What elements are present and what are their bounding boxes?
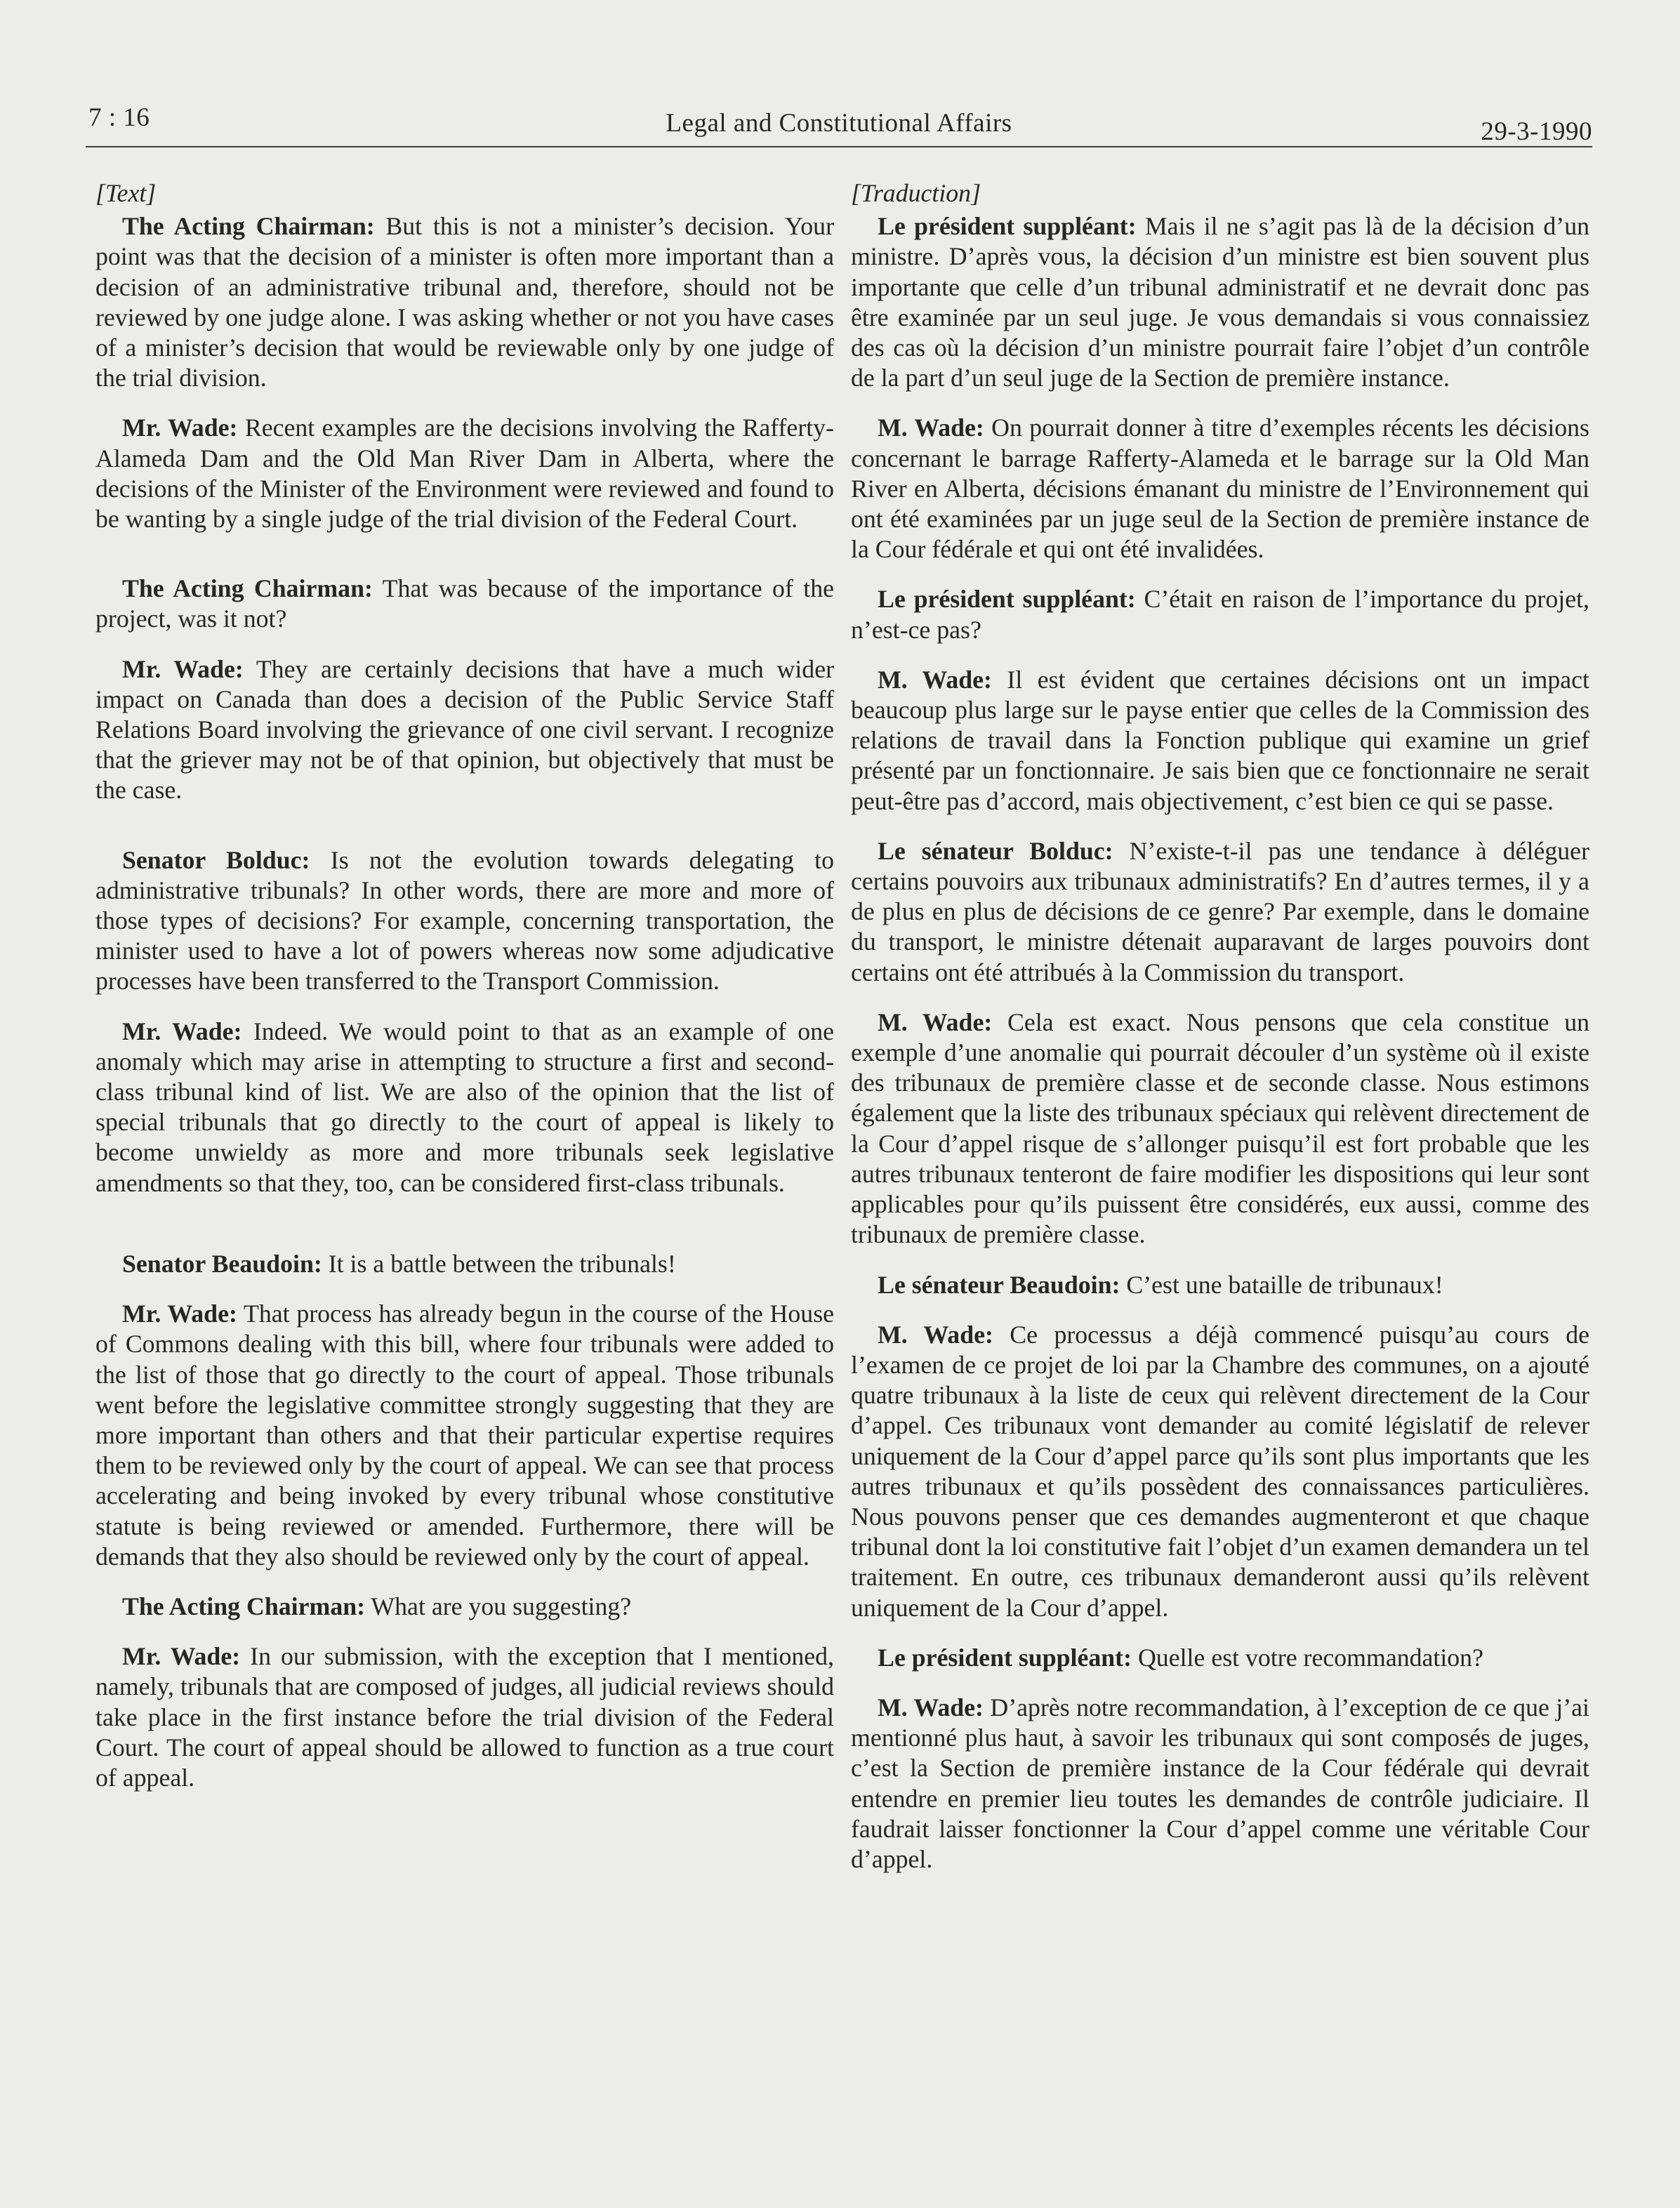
english-paragraph — [95, 1249, 834, 1279]
english-paragraph — [95, 211, 834, 393]
english-paragraph — [95, 574, 834, 634]
french-paragraph — [851, 836, 1589, 988]
speaker-name: Le sénateur Bolduc: — [878, 836, 1113, 865]
english-paragraph — [95, 1592, 834, 1622]
speech-text: Il est évident que certaines décisions ont un impact beaucoup plus large sur le payse entier que celles de la Commission des relations de travail dans la Fonction publique qui examine un grief présenté par un fonctionnaire. Je sais bien que ce fonctionnaire ne serait peut-être pas d’accord, mais objectivement, c’est bien ce qui se passe. — [851, 665, 1589, 815]
speaker-name: Mr. Wade: — [122, 414, 238, 442]
speaker-name: The Acting Chairman: — [122, 1592, 366, 1620]
english-section-label: [Text] — [95, 179, 157, 207]
speech-text: Is not the evolution towards delegating to administrative tribunals? In other words, there are more and more of those types of decisions? For example, concerning transportation, the minister used to have a lot of powers whereas now some adjudicative processes have been transferred to the Transport Commission. — [95, 845, 834, 996]
speaker-name: M. Wade: — [878, 665, 992, 694]
speaker-name: Le président suppléant: — [878, 585, 1136, 614]
speaker-name: Mr. Wade: — [122, 1017, 242, 1045]
speaker-name: Le président suppléant: — [878, 212, 1137, 241]
speaker-name: M. Wade: — [878, 414, 984, 442]
french-paragraph — [851, 665, 1589, 817]
speaker-name: The Acting Chairman: — [122, 212, 375, 241]
speech-text: Mais il ne s’agit pas là de la décision d’un ministre. D’après vous, la décision d’un ministre est bien souvent plus importante que celle d’un tribunal administratif et ne devrait donc pas être examinée par un seul juge. Je vous demandais si vous connaissiez des cas où la décision d’un ministre pourrait faire l’objet d’un contrôle de la part d’un seul juge de la Section de première instance. — [851, 212, 1589, 392]
speaker-name: M. Wade: — [878, 1320, 993, 1349]
speaker-name: Mr. Wade: — [122, 1642, 241, 1671]
english-paragraph — [95, 654, 834, 806]
speaker-name: Mr. Wade: — [122, 654, 244, 683]
speech-text: C’est une bataille de tribunaux! — [1120, 1270, 1443, 1299]
french-section-label: [Traduction] — [851, 179, 981, 207]
french-paragraph — [851, 1007, 1589, 1250]
running-title: Legal and Constitutional Affairs — [666, 109, 1012, 138]
speech-text: Quelle est votre recommandation? — [1132, 1643, 1483, 1672]
speaker-name: M. Wade: — [878, 1007, 993, 1036]
english-column — [95, 178, 834, 1813]
french-paragraph — [851, 1693, 1589, 1875]
speech-text: C’était en raison de l’importance du projet, n’est-ce pas? — [851, 585, 1589, 644]
speech-text: That was because of the importance of the project, was it not? — [95, 574, 834, 633]
speaker-name: Senator Beaudoin: — [122, 1249, 322, 1278]
english-paragraph — [95, 1299, 834, 1572]
french-paragraph — [851, 1320, 1589, 1623]
speaker-name: Senator Bolduc: — [122, 845, 310, 874]
speaker-name: Mr. Wade: — [122, 1300, 237, 1328]
speech-text: What are you suggesting? — [365, 1592, 632, 1620]
speech-text: In our submission, with the exception that I mentioned, namely, tribunals that are composed of judges, all judicial reviews should take place in the first instance before the trial division of the Federal Court. The court of appeal should be allowed to function as a true court of appeal. — [95, 1642, 835, 1792]
speech-text: That process has already begun in the course of the House of Commons dealing with this bill, where four tribunals were added to the list of those that go directly to the court of appeal. Those tribunals went before the legislative committee strongly suggesting that they are more important than others and that their particular expertise requires them to be reviewed only by the court of appeal. We can see that process accelerating and being invoked by every tribunal whose constitutive statute is being reviewed or amended. Furthermore, there will be demands that they also should be reviewed only by the court of appeal. — [95, 1300, 835, 1571]
french-paragraph — [851, 211, 1589, 393]
speaker-name: The Acting Chairman: — [122, 574, 373, 603]
speech-text: Indeed. We would point to that as an example of one anomaly which may arise in attempting to structure a first and second-class tribunal kind of list. We are also of the opinion that the list of special tribunals that go directly to the court of appeal is likely to become unwieldy as more and more tribunals seek legislative amendments so that they, too, can be considered first-class tribunals. — [95, 1017, 834, 1197]
english-paragraph — [95, 845, 834, 997]
english-paragraph — [95, 1017, 834, 1198]
french-paragraph — [851, 1270, 1589, 1300]
page-number: 7 : 16 — [88, 103, 150, 132]
speech-text: Ce processus a déjà commencé puisqu’au cours de l’examen de ce projet de loi par la Chambre des communes, on a ajouté quatre tribunaux à la liste de ceux qui relèvent directement de la Cour d’appel. Ces tribunaux vont demander au comité législatif de relever uniquement de la Cour d’appel parce qu’ils sont plus importants que les autres tribunaux et qu’ils possèdent des connaissances particulières. Nous pouvons penser que ces demandes augmenteront et que chaque tribunal dont la loi constitutive fait l’objet d’un examen demandera un tel traitement. En outre, ces tribunaux demanderont aussi qu’ils relèvent uniquement de la Cour d’appel. — [851, 1320, 1589, 1622]
french-paragraph — [851, 413, 1589, 564]
english-paragraph — [95, 413, 834, 534]
page-header — [86, 103, 1592, 147]
speech-text: Cela est exact. Nous pensons que cela constitue un exemple d’une anomalie qui pourrait découler d’un système où il existe des tribunaux de première classe et de seconde classe. Nous estimons également que la liste des tribunaux spéciaux qui relèvent directement de la Cour d’appel risque de s’allonger puisqu’il est fort probable que les autres tribunaux tenteront de faire modifier les dispositions qui leur sont applicables pour qu’ils puissent être considérés, eux aussi, comme des tribunaux de première classe. — [851, 1007, 1589, 1249]
french-column — [851, 178, 1589, 1894]
speech-text: N’existe-t-il pas une tendance à déléguer certains pouvoirs aux tribunaux administratifs? En d’autres termes, il y a de plus en plus de décisions de ce genre? Par exemple, dans le domaine du transport, le ministre détenait auparavant de larges pouvoirs dont certains ont été attribués à la Commission du transport. — [851, 836, 1589, 986]
speaker-name: Le président suppléant: — [878, 1643, 1132, 1672]
speech-text: D’après notre recommandation, à l’exception de ce que j’ai mentionné plus haut, à savoir les tribunaux qui sont composés de juges, c’est la Section de première instance de la Cour fédérale qui devrait entendre en premier lieu toutes les demandes de contrôle judiciaire. Il faudrait laisser fonctionner la Cour d’appel comme une véritable Cour d’appel. — [851, 1693, 1589, 1873]
speaker-name: M. Wade: — [878, 1693, 984, 1721]
speech-text: It is a battle between the tribunals! — [322, 1249, 676, 1278]
speech-text: They are certainly decisions that have a much wider impact on Canada than does a decision of the Public Service Staff Relations Board involving the grievance of one civil servant. I recognize that the griever may not be of that opinion, but objectively that must be the case. — [95, 654, 834, 805]
speech-text: On pourrait donner à titre d’exemples récents les décisions concernant le barrage Rafferty-Alameda et le barrage sur la Old Man River en Alberta, décisions émanant du ministre de l’Environnement qui ont été examinées par un juge seul de la Section de première instance de la Cour fédérale et qui ont été invalidées. — [851, 414, 1589, 564]
speech-text: But this is not a minister’s decision. Your point was that the decision of a minister is often more important than a decision of an administrative tribunal and, therefore, should not be reviewed by one judge alone. I was asking whether or not you have cases of a minister’s decision that would be reviewable only by one judge of the trial division. — [95, 212, 834, 392]
page-date: 29-3-1990 — [1481, 117, 1592, 146]
speaker-name: Le sénateur Beaudoin: — [878, 1270, 1120, 1299]
speech-text: Recent examples are the decisions involving the Rafferty-Alameda Dam and the Old Man River Dam in Alberta, where the decisions of the Minister of the Environment were reviewed and found to be wanting by a single judge of the trial division of the Federal Court. — [95, 414, 835, 534]
french-paragraph — [851, 1643, 1589, 1673]
french-paragraph — [851, 584, 1589, 644]
english-paragraph — [95, 1641, 834, 1793]
